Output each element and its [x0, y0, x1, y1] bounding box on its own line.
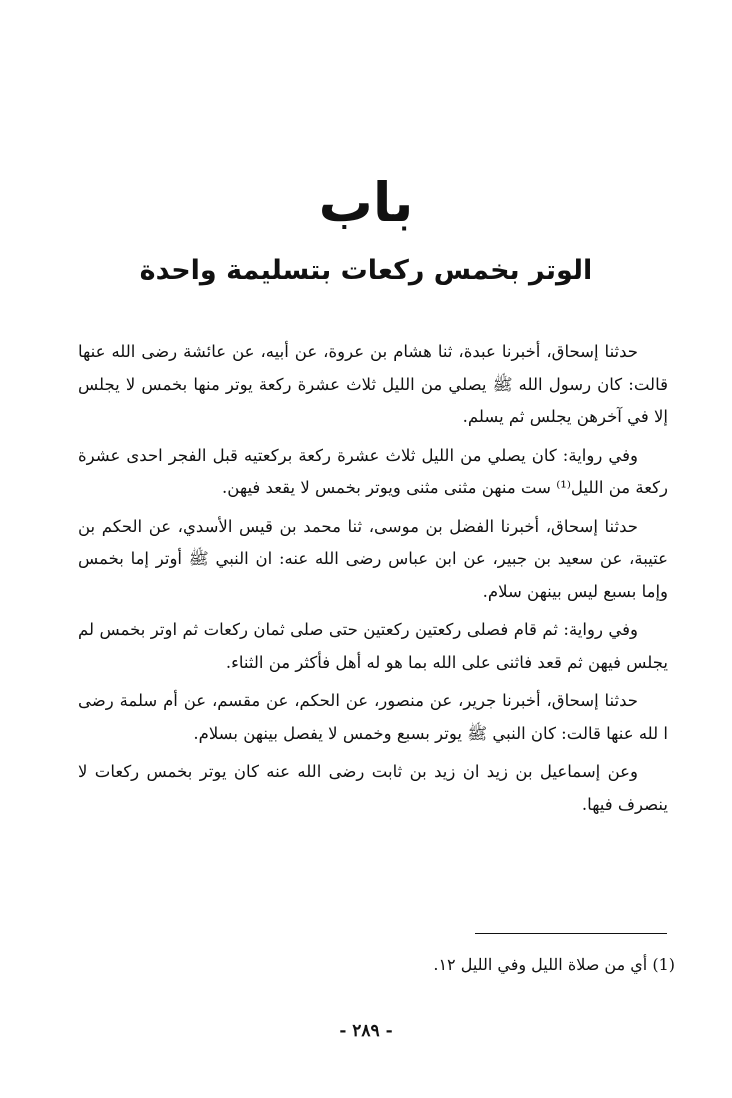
paragraph-5: حدثنا إسحاق، أخبرنا جرير، عن منصور، عن الحكم، عن مقسم، عن أم سلمة رضى ا لله عنها قالت: كان النبي ﷺ يوتر بسبع وخمس لا يفصل بينهن بسلام.: [78, 691, 668, 743]
footnote: (1) أي من صلاة الليل وفي الليل ١٢.: [433, 955, 675, 974]
body-text: [78, 336, 668, 821]
paragraph-3: حدثنا إسحاق، أخبرنا الفضل بن موسى، ثنا محمد بن قيس الأسدي، عن الحكم بن عتيبة، عن سعيد بن جبير، عن ابن عباس رضى الله عنه: ان النبي ﷺ أوتر إما بخمس وإما بسبع ليس بينهن سلام.: [78, 516, 668, 601]
page-number: - ٢٨٩ -: [339, 1021, 393, 1041]
paragraph-4: وفي رواية: ثم قام فصلى ركعتين ركعتين حتى صلى ثمان ركعات ثم اوتر بخمس لم يجلس فيهن ثم قعد فاثنى على الله بما هو له أهل فأكثر من الثناء.: [78, 620, 668, 672]
footnote-divider: [475, 933, 667, 934]
chapter-subtitle: الوتر بخمس ركعات بتسليمة واحدة: [139, 255, 593, 286]
paragraph-2: وفي رواية: كان يصلي من الليل ثلاث عشرة ركعة بركعتيه قبل الفجر احدى عشرة ركعة من الليل⁽¹⁾ ست منهن مثنى مثنى ويوتر بخمس لا يقعد فيهن.: [78, 445, 668, 497]
paragraph-6: وعن إسماعيل بن زيد ان زيد بن ثابت رضى الله عنه كان يوتر بخمس ركعات لا ينصرف فيها.: [78, 762, 668, 814]
paragraph-1: حدثنا إسحاق، أخبرنا عبدة، ثنا هشام بن عروة، عن أبيه، عن عائشة رضى الله عنها قالت: كان رسول الله ﷺ يصلي من الليل ثلاث عشرة ركعة يوتر منها بخمس لا يجلس إلا في آخرهن يجلس ثم يسلم.: [78, 342, 668, 426]
chapter-title: باب: [318, 171, 414, 234]
